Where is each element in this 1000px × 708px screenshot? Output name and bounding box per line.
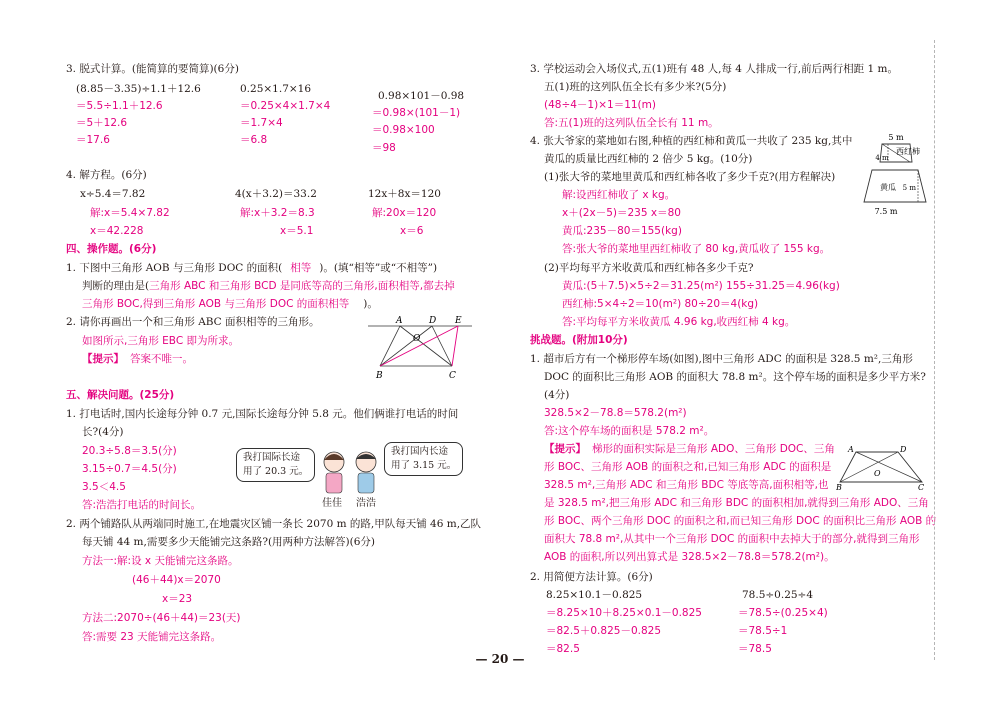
fig-label-c: C: [449, 371, 456, 381]
r-q4-sub1-answer: x＋(2x－5)＝235 x＝80: [562, 207, 681, 219]
q3-c3-step: ＝0.98×(101－1): [372, 107, 461, 119]
s5-q2-answer: 方法二:2070÷(46＋44)＝23(天): [82, 612, 241, 624]
r-q3-line2: 五(1)班的这列队伍全长有多少米?(5分): [544, 81, 727, 93]
challenge-hint: 【提示】 梯形的面积实际是三角形 ADO、三角形 DOC、三角: [544, 443, 835, 455]
s5-q2-answer: 方法一:解:设 x 天能铺完这条路。: [82, 555, 239, 567]
challenge-hint: AOB 的面积,所以列出算式是 328.5×2－78.8＝578.2(m²)。: [544, 551, 835, 563]
q4-c1-step: 解:x＝5.4×7.82: [90, 207, 170, 219]
s5-q1-line2: 长?(4分): [82, 426, 124, 438]
s4-q2-line: 2. 请你再画出一个和三角形 ABC 面积相等的三角形。: [66, 316, 320, 328]
triangle-abc-figure: [360, 310, 480, 382]
q3-c1-step: ＝5.5÷1.1＋12.6: [76, 100, 163, 112]
challenge-hint: 形 BOC、两个三角形 DOC 的面积之和,而已知三角形 DOC 的面积比三角形 AOB 的: [544, 515, 937, 527]
s5-q1-answer: 3.15÷0.7＝4.5(分): [82, 463, 177, 475]
s5-q1-answer: 3.5＜4.5: [82, 481, 126, 493]
s4-q1-line2: 判断的理由是(三角形 ABC 和三角形 BCD 是同底等高的三角形,面积相等,都去掉: [82, 280, 455, 292]
section-4-heading: 四、操作题。(6分): [66, 243, 157, 255]
q4-c2-step: 解:x＋3.2＝8.3: [240, 207, 315, 219]
r-q2-title: 2. 用简便方法计算。(6分): [530, 571, 653, 583]
challenge-line1: 1. 超市后方有一个梯形停车场(如图),图中三角形 ADC 的面积是 328.5 m²,三角形: [530, 353, 913, 365]
fig-label-h2: 5 m: [902, 184, 916, 192]
q4-c1-step: x＝42.228: [90, 225, 144, 237]
s5-q1-answer: 20.3÷5.8＝3.5(分): [82, 445, 177, 457]
s4-q1-reason: 三角形 BOC,得到三角形 AOB 与三角形 DOC 的面积相等: [82, 298, 350, 310]
q3-title: 3. 脱式计算。(能简算的要简算)(6分): [66, 63, 239, 75]
r-q2-c1-problem: 8.25×10.1－0.825: [546, 589, 643, 601]
r-q2-c1-step: ＝82.5＋0.825－0.825: [546, 625, 661, 637]
r-q4-sub2-answer: 答:平均每平方米收黄瓜 4.96 kg,收西红柿 4 kg。: [562, 316, 796, 328]
fig-label-bottom: 7.5 m: [874, 207, 898, 216]
s5-q2-answer: (46＋44)x＝2070: [132, 574, 221, 586]
challenge-answer: 328.5×2－78.8＝578.2(m²): [544, 407, 687, 419]
girl-body-icon: [326, 473, 342, 493]
s5-q1-line1: 1. 打电话时,国内长途每分钟 0.7 元,国际长途每分钟 5.8 元。他们俩谁打电话的时间: [66, 408, 459, 420]
r-q2-c2-step: ＝78.5: [738, 643, 772, 655]
q3-c2-step: ＝0.25×4×1.7×4: [240, 100, 331, 112]
challenge-hint: 是 328.5 m²,把三角形 ADC 和三角形 BDC 的面积相加,就得到三角形 ADO、三角: [544, 497, 929, 509]
fig-label-a: A: [848, 445, 854, 454]
r-q3-answer: 答:五(1)班的这列队伍全长有 11 m。: [544, 117, 719, 129]
fig-label-h1: 4 m: [875, 154, 889, 162]
challenge-hint: 328.5 m²,三角形 ADC 和三角形 BDC 等底等高,面积相等,也: [544, 479, 829, 491]
fig-label-d: D: [900, 445, 907, 454]
fig-label-b: B: [836, 483, 842, 490]
q3-c3-problem: 0.98×101－0.98: [378, 90, 465, 102]
q4-title: 4. 解方程。(6分): [66, 169, 147, 181]
q3-c3-step: ＝98: [372, 142, 396, 154]
speech-bubble-left: 我打国际长途 用了 20.3 元。: [236, 448, 315, 482]
challenge-line2: DOC 的面积比三角形 AOB 的面积大 78.8 m²。这个停车场的面积是多少平方米?: [544, 371, 926, 383]
fig-label-d: D: [429, 316, 437, 326]
boy-body-icon: [358, 473, 374, 493]
s5-q2-answer: x＝23: [162, 593, 193, 605]
r-q4-line2: 黄瓜的质量比西红柿的 2 倍少 5 kg。(10分): [544, 153, 753, 165]
kids-illustration: [316, 448, 386, 498]
r-q2-c2-problem: 78.5÷0.25÷4: [742, 589, 814, 601]
r-q4-sub1-answer: 解:设西红柿收了 x kg。: [562, 189, 676, 201]
q3-c1-step: ＝5＋12.6: [76, 117, 128, 129]
fig-line-pink: [452, 326, 458, 366]
speech-bubble-right: 我打国内长途 用了 3.15 元。: [384, 442, 463, 476]
q4-c3-step: x＝6: [400, 225, 424, 237]
r-q3-answer: (48÷4－1)×1＝11(m): [544, 99, 656, 111]
q4-c1-problem: x÷5.4＝7.82: [80, 188, 146, 200]
s4-q2-answer: 如图所示,三角形 EBC 即为所求。: [82, 335, 239, 347]
fig-line-pink: [380, 326, 458, 366]
fig-line: [432, 326, 452, 366]
q3-c1-step: ＝17.6: [76, 134, 110, 146]
q4-c2-problem: 4(x＋3.2)＝33.2: [235, 188, 317, 200]
fig-label-o: O: [874, 469, 881, 478]
challenge-hint: 面积大 78.8 m²,从其中一个三角形 DOC 的面积中去掉大于的部分,就得到三角形: [544, 533, 920, 545]
fig-line: [380, 326, 400, 366]
challenge-heading: 挑战题。(附加10分): [530, 334, 628, 346]
r-q2-c2-step: ＝78.5÷1: [738, 625, 788, 637]
q3-c2-problem: 0.25×1.7×16: [240, 83, 312, 95]
garden-figure: [856, 130, 934, 218]
r-q4-sub2: (2)平均每平方米收黄瓜和西红柿各多少千克?: [544, 262, 754, 274]
fig-label-tomato: 西红柿: [896, 147, 920, 156]
q3-c2-step: ＝6.8: [240, 134, 268, 146]
r-q2-c1-step: ＝8.25×10＋8.25×0.1－0.825: [546, 607, 702, 619]
s4-q1-line1: 1. 下图中三角形 AOB 与三角形 DOC 的面积( 相等 )。(填“相等”或“不相等”): [66, 262, 438, 274]
challenge-line3: (4分): [544, 389, 570, 401]
r-q4-sub2-answer: 西红柿:5×4÷2＝10(m²) 80÷20＝4(kg): [562, 298, 759, 310]
q3-c3-step: ＝0.98×100: [372, 124, 435, 136]
fig-label-top: 5 m: [888, 133, 904, 142]
fig-label-a: A: [396, 316, 403, 326]
s4-q1-reason: 三角形 ABC 和三角形 BCD 是同底等高的三角形,面积相等,都去掉: [149, 280, 455, 292]
q4-c2-step: x＝5.1: [280, 225, 314, 237]
fig-label-cucumber: 黄瓜: [880, 183, 896, 192]
challenge-answer: 答:这个停车场的面积是 578.2 m²。: [544, 425, 715, 437]
name-right: 浩浩: [356, 498, 376, 509]
fig-label-b: B: [376, 371, 383, 381]
challenge-hint: 形 BOC、三角形 AOB 的面积之和,已知三角形 ADC 的面积是: [544, 461, 832, 473]
r-q2-c1-step: ＝82.5: [546, 643, 580, 655]
fig-label-e: E: [455, 316, 462, 326]
trapezoid-shape: [840, 452, 922, 482]
s5-q2-line1: 2. 两个铺路队从两端同时施工,在地震灾区铺一条长 2070 m 的路,甲队每天铺 46 m,乙队: [66, 518, 482, 530]
fig-label-c: C: [918, 483, 925, 490]
r-q4-sub1-answer: 答:张大爷的菜地里西红柿收了 80 kg,黄瓜收了 155 kg。: [562, 243, 831, 255]
q4-c3-problem: 12x＋8x＝120: [368, 188, 441, 200]
r-q3-line1: 3. 学校运动会入场仪式,五(1)班有 48 人,每 4 人排成一行,前后两行相距 1 m。: [530, 63, 898, 75]
page-number: — 20 —: [475, 652, 525, 666]
r-q4-sub2-answer: 黄瓜:(5＋7.5)×5÷2＝31.25(m²) 155÷31.25＝4.96(kg): [562, 280, 840, 292]
r-q4-sub1: (1)张大爷的菜地里黄瓜和西红柿各收了多少千克?(用方程解决): [544, 171, 836, 183]
q4-c3-step: 解:20x＝120: [372, 207, 437, 219]
trapezoid-figure: [836, 444, 926, 490]
s4-q1-answer: 相等: [290, 262, 312, 274]
page-edge-divider: [934, 40, 935, 660]
s4-q1-line3: 三角形 BOC,得到三角形 AOB 与三角形 DOC 的面积相等 )。: [82, 298, 378, 310]
r-q4-line1: 4. 张大爷家的菜地如右图,种植的西红柿和黄瓜一共收了 235 kg,其中: [530, 135, 853, 147]
name-left: 佳佳: [322, 498, 342, 509]
s5-q2-line2: 每天铺 44 m,需要多少天能铺完这条路?(用两种方法解答)(6分): [82, 536, 376, 548]
fig-line: [380, 326, 432, 366]
s5-q1-answer: 答:浩浩打电话的时间长。: [82, 499, 202, 511]
s5-q2-answer: 答:需要 23 天能铺完这条路。: [82, 631, 222, 643]
r-q4-sub1-answer: 黄瓜:235－80＝155(kg): [562, 225, 682, 237]
section-5-heading: 五、解决问题。(25分): [66, 389, 175, 401]
q3-c2-step: ＝1.7×4: [240, 117, 283, 129]
fig-label-o: O: [413, 334, 421, 344]
r-q2-c2-step: ＝78.5÷(0.25×4): [738, 607, 828, 619]
fig-line: [400, 326, 452, 366]
q3-c1-problem: (8.85－3.35)÷1.1＋12.6: [76, 83, 201, 95]
s4-q2-hint: 【提示】 答案不唯一。: [82, 353, 193, 365]
